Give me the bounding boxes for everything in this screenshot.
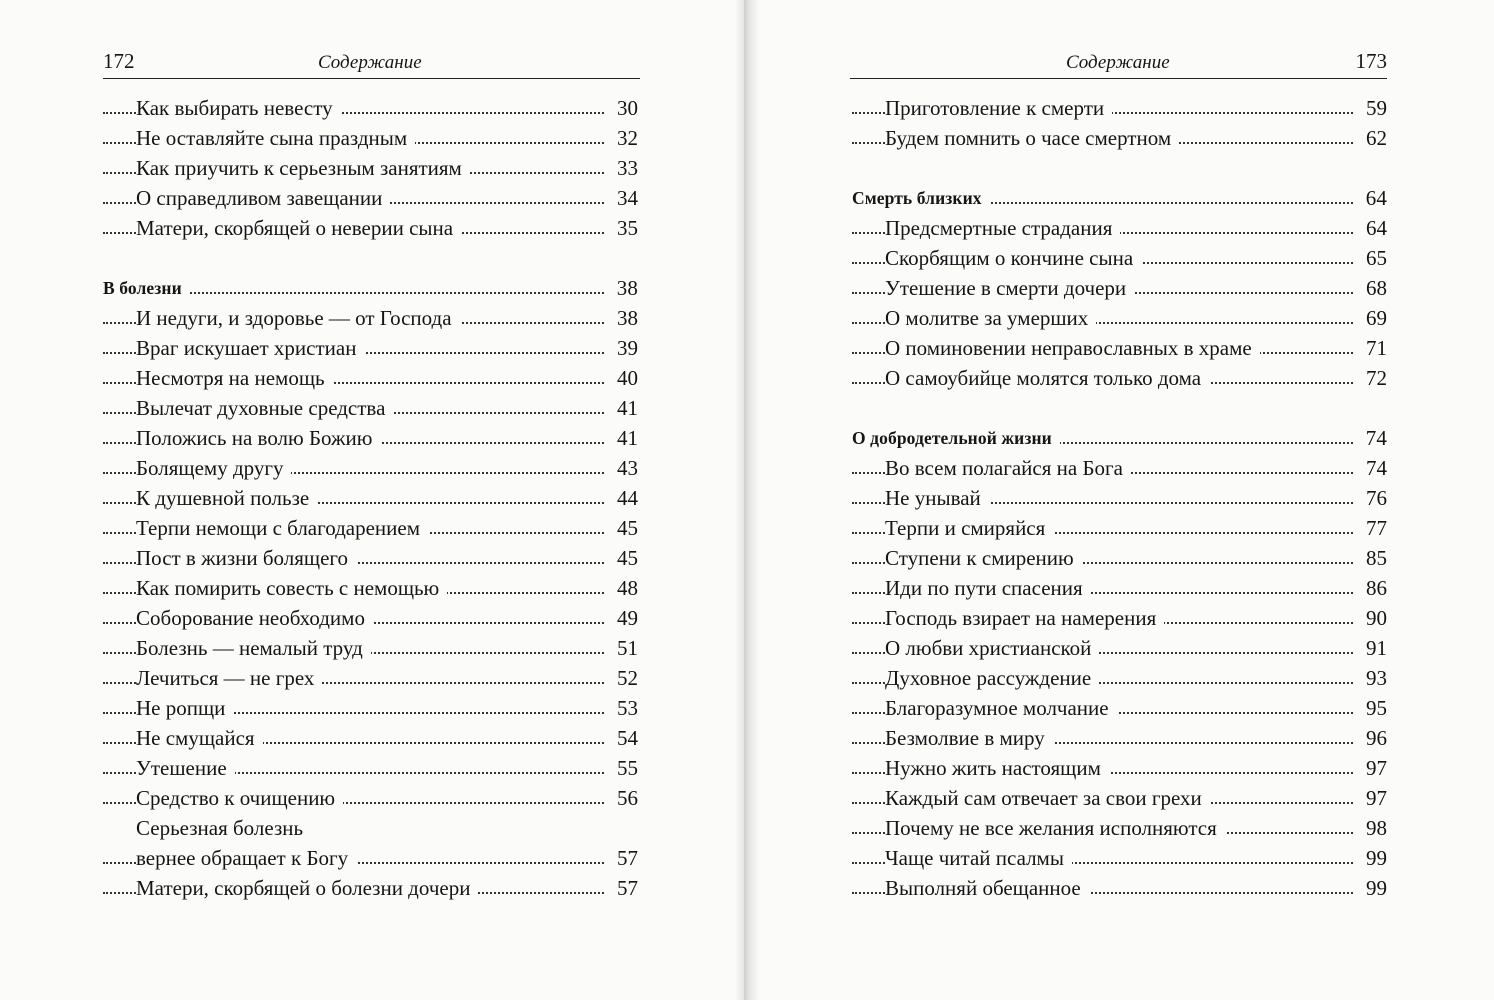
toc-entry-title: Предсмертные страдания [885,216,1120,240]
toc-entry-title: О самоубийце молятся только дома [885,366,1209,390]
toc-entry [852,543,1387,573]
toc-page-number: 51 [611,633,638,663]
toc-entry [103,123,638,153]
toc-entry-title: Терпи и смиряйся [885,516,1053,540]
toc-entry [103,213,638,243]
toc-entry [103,663,638,693]
toc-entry [852,363,1387,393]
toc-entry [852,333,1387,363]
toc-entry [103,513,638,543]
toc-page-number: 76 [1360,483,1387,513]
toc-entry-title: Как помирить совесть с немощью [136,576,447,600]
toc-entry [852,513,1387,543]
toc-entry-title: Благоразумное молчание [885,696,1117,720]
toc-entry [852,633,1387,663]
toc-page-number: 38 [611,273,638,303]
toc-page-number: 52 [611,663,638,693]
toc-entry [103,453,638,483]
toc-entry-title: Как приучить к серьезным занятиям [136,156,470,180]
toc-entry [103,303,638,333]
toc-page-number: 39 [611,333,638,363]
right-page-number: 173 [1355,49,1387,73]
toc-entry [852,213,1387,243]
toc-entry [852,873,1387,903]
toc-entry-title: Вылечат духовные средства [136,396,393,420]
toc-section-heading [852,183,1387,213]
toc-page-number: 64 [1360,183,1387,213]
toc-entry-title: Соборование необходимо [136,606,373,630]
toc-entry-title: Приготовление к смерти [885,96,1112,120]
toc-entry-title: Пост в жизни болящего [136,546,356,570]
left-page [0,0,744,1000]
toc-page-number: 35 [611,213,638,243]
toc-page-number: 91 [1360,633,1387,663]
toc-entry-title: Не оставляйте сына праздным [136,126,415,150]
toc-page-number: 72 [1360,363,1387,393]
toc-entry-title: Нужно жить настоящим [885,756,1109,780]
toc-page-number: 41 [611,393,638,423]
toc-entry [852,753,1387,783]
toc-entry-title: Серьезная болезнь [136,816,311,840]
toc-entry-title: Враг искушает христиан [136,336,364,360]
toc-entry-title: Болезнь — немалый труд [136,636,371,660]
left-page-header [103,46,640,79]
toc-entry [852,843,1387,873]
toc-entry [103,153,638,183]
toc-page-number: 71 [1360,333,1387,363]
toc-entry [852,693,1387,723]
toc-page-number: 68 [1360,273,1387,303]
toc-entry [103,783,638,813]
left-running-title: Содержание [318,52,422,73]
toc-page-number: 53 [611,693,638,723]
toc-page-number: 65 [1360,243,1387,273]
toc-page-number: 85 [1360,543,1387,573]
toc-entry [103,633,638,663]
toc-entry-title: О молитве за умерших [885,306,1096,330]
toc-entry [852,603,1387,633]
toc-entry [103,573,638,603]
toc-entry [103,873,638,903]
toc-entry-title: О любви христианской [885,636,1099,660]
toc-entry-title: Смерть близких [852,188,990,208]
toc-page-number: 86 [1360,573,1387,603]
toc-entry-title: О справедливом завещании [136,186,390,210]
toc-page-number: 57 [611,843,638,873]
right-running-title: Содержание [1066,52,1170,73]
toc-entry-title: Чаще читай псалмы [885,846,1072,870]
toc-entry [103,693,638,723]
toc-entry [103,723,638,753]
toc-entry [103,753,638,783]
toc-entry [852,783,1387,813]
toc-entry-title: Утешение [136,756,235,780]
toc-entry [852,663,1387,693]
toc-page-number: 40 [611,363,638,393]
toc-entry [852,813,1387,843]
toc-page-number: 41 [611,423,638,453]
book-gutter [735,0,759,1000]
toc-entry [103,93,638,123]
toc-page-number: 54 [611,723,638,753]
toc-page-number: 62 [1360,123,1387,153]
toc-entry-title: Утешение в смерти дочери [885,276,1134,300]
toc-entry [103,183,638,213]
toc-entry [103,483,638,513]
toc-entry-title: Иди по пути спасения [885,576,1091,600]
toc-page-number: 32 [611,123,638,153]
toc-entry [852,723,1387,753]
toc-page-number: 45 [611,543,638,573]
toc-entry-title: Почему не все желания исполняются [885,816,1225,840]
toc-entry-title: Ступени к смирению [885,546,1082,570]
toc-page-number: 93 [1360,663,1387,693]
toc-page-number: 49 [611,603,638,633]
toc-entry [852,243,1387,273]
toc-entry-title: Духовное рассуждение [885,666,1099,690]
toc-page-number: 98 [1360,813,1387,843]
toc-entry-title: Положись на волю Божию [136,426,380,450]
toc-page-number: 44 [611,483,638,513]
toc-section-heading [852,423,1387,453]
toc-entry-title: Матери, скорбящей о неверии сына [136,216,461,240]
right-page-header [850,46,1387,79]
left-toc-list [103,93,638,903]
toc-entry-title: Не ропщи [136,696,233,720]
toc-entry [103,363,638,393]
toc-page-number: 90 [1360,603,1387,633]
toc-entry [852,123,1387,153]
toc-entry [852,93,1387,123]
toc-entry-title: Средство к очищению [136,786,343,810]
toc-entry-title: Болящему другу [136,456,291,480]
toc-entry [103,813,638,843]
left-page-number: 172 [103,49,135,73]
toc-page-number: 33 [611,153,638,183]
toc-page-number: 43 [611,453,638,483]
toc-entry-title: Господь взирает на намерения [885,606,1164,630]
toc-entry-title: Во всем полагайся на Бога [885,456,1131,480]
toc-entry-title: Несмотря на немощь [136,366,333,390]
toc-page-number: 55 [611,753,638,783]
toc-page-number: 64 [1360,213,1387,243]
toc-entry [852,573,1387,603]
toc-entry-title: Будем помнить о часе смертном [885,126,1179,150]
toc-page-number: 38 [611,303,638,333]
toc-entry-title: Скорбящим о кончине сына [885,246,1141,270]
toc-entry [103,543,638,573]
toc-entry-title: Не унывай [885,486,989,510]
toc-entry-title: Не смущайся [136,726,263,750]
toc-page-number: 95 [1360,693,1387,723]
toc-entry [103,603,638,633]
toc-entry-title: Каждый сам отвечает за свои грехи [885,786,1210,810]
toc-entry [103,843,638,873]
toc-entry-title: Выполняй обещанное [885,876,1089,900]
toc-page-number: 74 [1360,423,1387,453]
toc-page-number: 96 [1360,723,1387,753]
toc-page-number: 97 [1360,753,1387,783]
toc-entry [852,483,1387,513]
toc-entry-title: вернее обращает к Богу [136,846,356,870]
toc-page-number: 99 [1360,843,1387,873]
toc-entry-title: Матери, скорбящей о болезни дочери [136,876,478,900]
toc-section-heading [103,273,638,303]
toc-entry [852,453,1387,483]
toc-entry-title: Безмолвие в миру [885,726,1053,750]
toc-entry-title: Как выбирать невесту [136,96,341,120]
toc-page-number: 99 [1360,873,1387,903]
toc-entry-title: Терпи немощи с благодарением [136,516,428,540]
right-toc-list [852,93,1387,903]
toc-entry-title: К душевной пользе [136,486,317,510]
toc-page-number: 74 [1360,453,1387,483]
toc-page-number: 57 [611,873,638,903]
toc-page-number: 34 [611,183,638,213]
toc-entry [852,273,1387,303]
toc-page-number: 77 [1360,513,1387,543]
toc-entry-title: О поминовении неправославных в храме [885,336,1260,360]
toc-page-number: 48 [611,573,638,603]
toc-entry-title: Лечиться — не грех [136,666,322,690]
toc-entry [852,303,1387,333]
toc-page-number: 56 [611,783,638,813]
toc-entry-title: В болезни [103,278,190,298]
toc-page-number: 45 [611,513,638,543]
right-page [746,0,1494,1000]
toc-page-number: 69 [1360,303,1387,333]
toc-page-number: 97 [1360,783,1387,813]
toc-entry [103,423,638,453]
toc-page-number: 59 [1360,93,1387,123]
toc-entry [103,393,638,423]
toc-entry-title: И недуги, и здоровье — от Господа [136,306,460,330]
toc-page-number: 30 [611,93,638,123]
toc-entry [103,333,638,363]
toc-entry-title: О добродетельной жизни [852,428,1060,448]
